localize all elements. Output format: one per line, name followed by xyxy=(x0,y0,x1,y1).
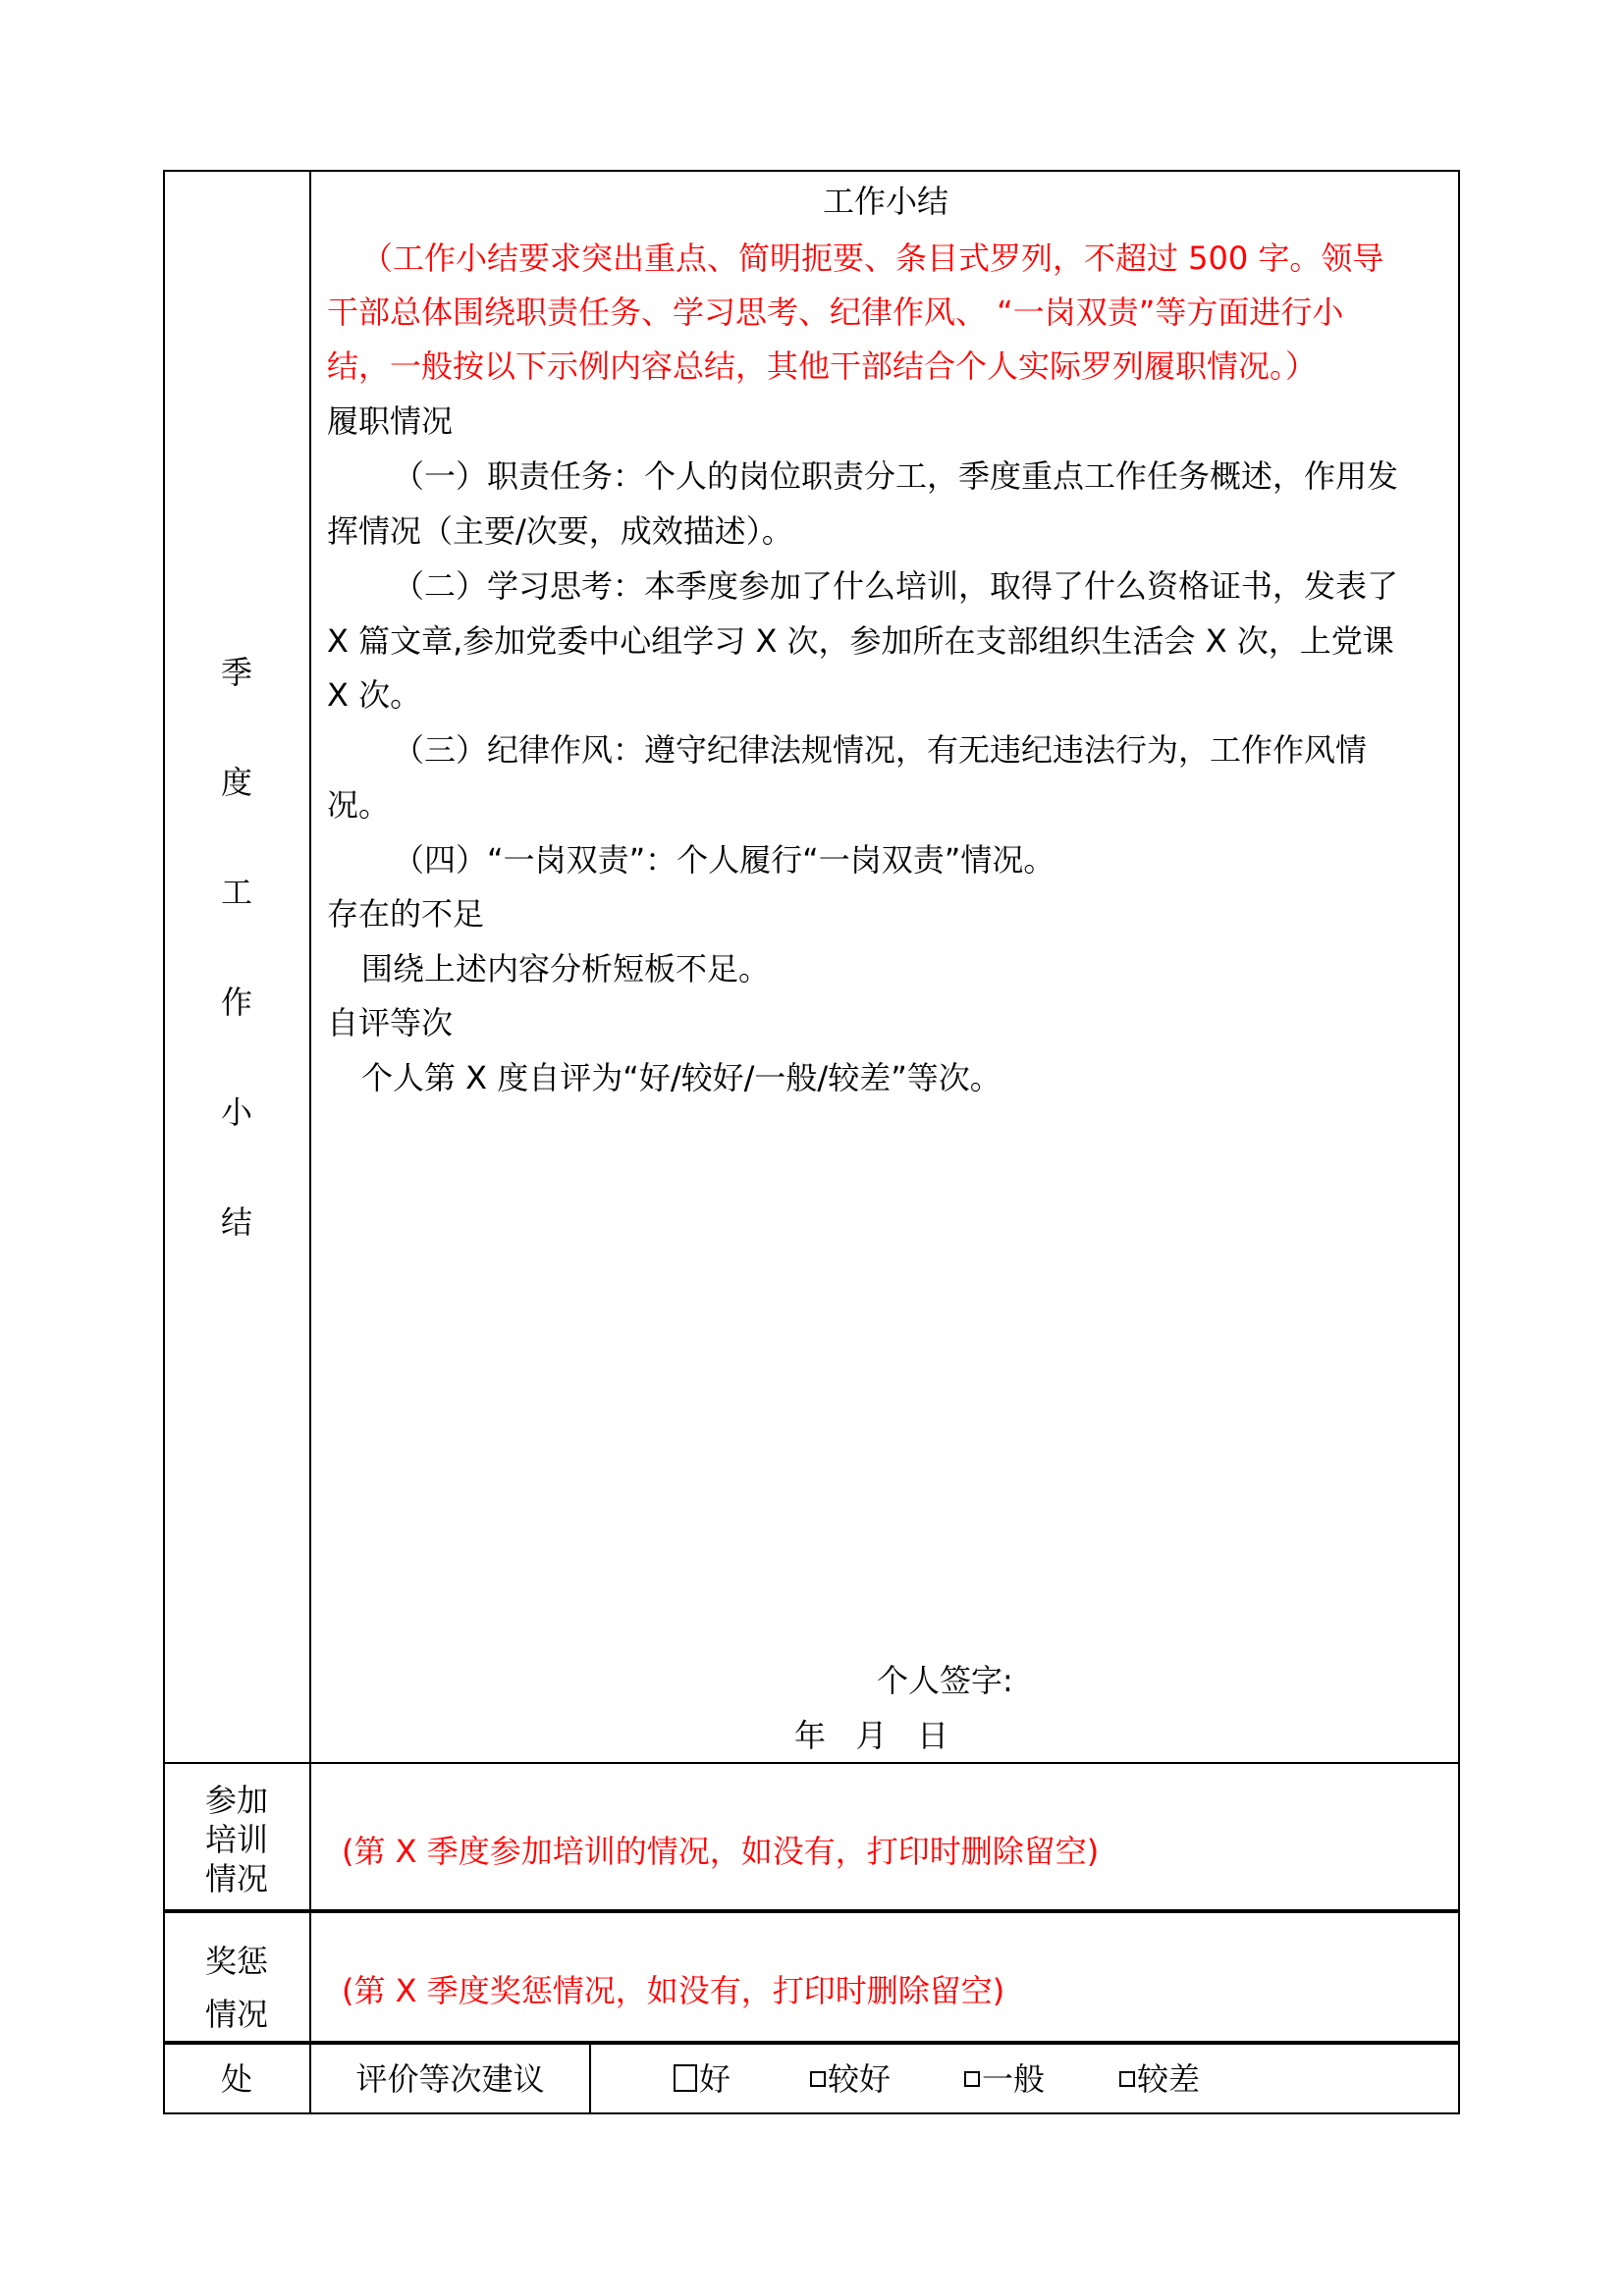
rating-option-label: 较差 xyxy=(1137,2060,1201,2098)
rating-option-good[interactable] xyxy=(674,2059,731,2099)
instruction-line: 结，一般按以下示例内容总结，其他干部结合个人实际罗列履职情况。） xyxy=(327,347,1318,385)
training-label xyxy=(163,1781,310,1898)
body-line: （三）纪律作风：遵守纪律法规情况，有无违纪违法行为，工作作风情 xyxy=(393,731,1368,769)
checkbox-icon[interactable] xyxy=(810,2071,826,2087)
body-line: 挥情况（主要/次要，成效描述）。 xyxy=(327,512,793,550)
row-divider-rewards xyxy=(163,2041,1460,2045)
rating-option-poor[interactable] xyxy=(1119,2059,1200,2099)
side-label-char: 度 xyxy=(220,764,252,801)
row-divider-summary xyxy=(163,1762,1460,1764)
summary-title: 工作小结 xyxy=(822,183,948,220)
side-label-char: 季 xyxy=(220,654,252,691)
body-line: 个人第 X 度自评为“好/较好/一般/较差”等次。 xyxy=(361,1059,1001,1096)
body-line: （二）学习思考：本季度参加了什么培训，取得了什么资格证书，发表了 xyxy=(393,567,1399,605)
checkbox-icon[interactable] xyxy=(964,2071,980,2087)
rewards-label-line: 奖惩 xyxy=(204,1943,268,1980)
body-line: X 次。 xyxy=(327,676,422,714)
row-divider-training xyxy=(163,1909,1460,1913)
body-line: 围绕上述内容分析短板不足。 xyxy=(361,950,771,988)
body-line: （一）职责任务：个人的岗位职责分工，季度重点工作任务概述，作用发 xyxy=(393,457,1399,495)
rating-option-fairly-good[interactable] xyxy=(810,2059,891,2099)
training-label-line: 参加 xyxy=(204,1782,268,1819)
checkbox-icon[interactable] xyxy=(1119,2071,1135,2087)
rating-option-average[interactable] xyxy=(964,2059,1045,2099)
section-heading-self-rating: 自评等次 xyxy=(327,1004,454,1041)
side-label-char: 工 xyxy=(220,874,252,911)
instruction-line: （工作小结要求突出重点、简明扼要、条目式罗列，不超过 500 字。领导 xyxy=(361,240,1384,277)
side-label-char: 结 xyxy=(220,1203,252,1241)
body-line: （四）“一岗双责”：个人履行“一岗双责”情况。 xyxy=(393,841,1056,879)
evaluation-column-divider xyxy=(589,2043,591,2114)
side-label-char: 小 xyxy=(220,1094,252,1131)
training-label-line: 情况 xyxy=(204,1860,268,1897)
training-placeholder[interactable]: (第 X 季度参加培训的情况，如没有，打印时删除留空) xyxy=(342,1833,1100,1870)
instruction-line: 干部总体围绕职责任务、学习思考、纪律作风、 “一岗双责”等方面进行小 xyxy=(327,294,1344,331)
body-line: X 篇文章,参加党委中心组学习 X 次，参加所在支部组织生活会 X 次，上党课 xyxy=(327,622,1394,660)
rating-option-label: 一般 xyxy=(982,2060,1046,2098)
rating-option-label: 较好 xyxy=(828,2060,892,2098)
rewards-placeholder[interactable]: (第 X 季度奖惩情况，如没有，打印时删除留空) xyxy=(342,1972,1005,2009)
rewards-label-line: 情况 xyxy=(204,1996,268,2033)
rewards-label xyxy=(163,1935,310,2041)
body-line: 况。 xyxy=(327,786,391,824)
signature-label: 个人签字: xyxy=(877,1662,1013,1699)
side-label-char: 作 xyxy=(220,984,252,1021)
date-label: 年 月 日 xyxy=(794,1717,949,1754)
training-label-line: 培训 xyxy=(204,1821,268,1858)
checkbox-icon[interactable] xyxy=(674,2064,697,2092)
section-heading-performance: 履职情况 xyxy=(327,402,454,440)
rating-option-label: 好 xyxy=(699,2060,731,2098)
section-heading-shortcomings: 存在的不足 xyxy=(327,895,485,933)
evaluation-field-label: 评价等次建议 xyxy=(355,2060,545,2098)
evaluation-side-label: 处 xyxy=(220,2060,252,2098)
